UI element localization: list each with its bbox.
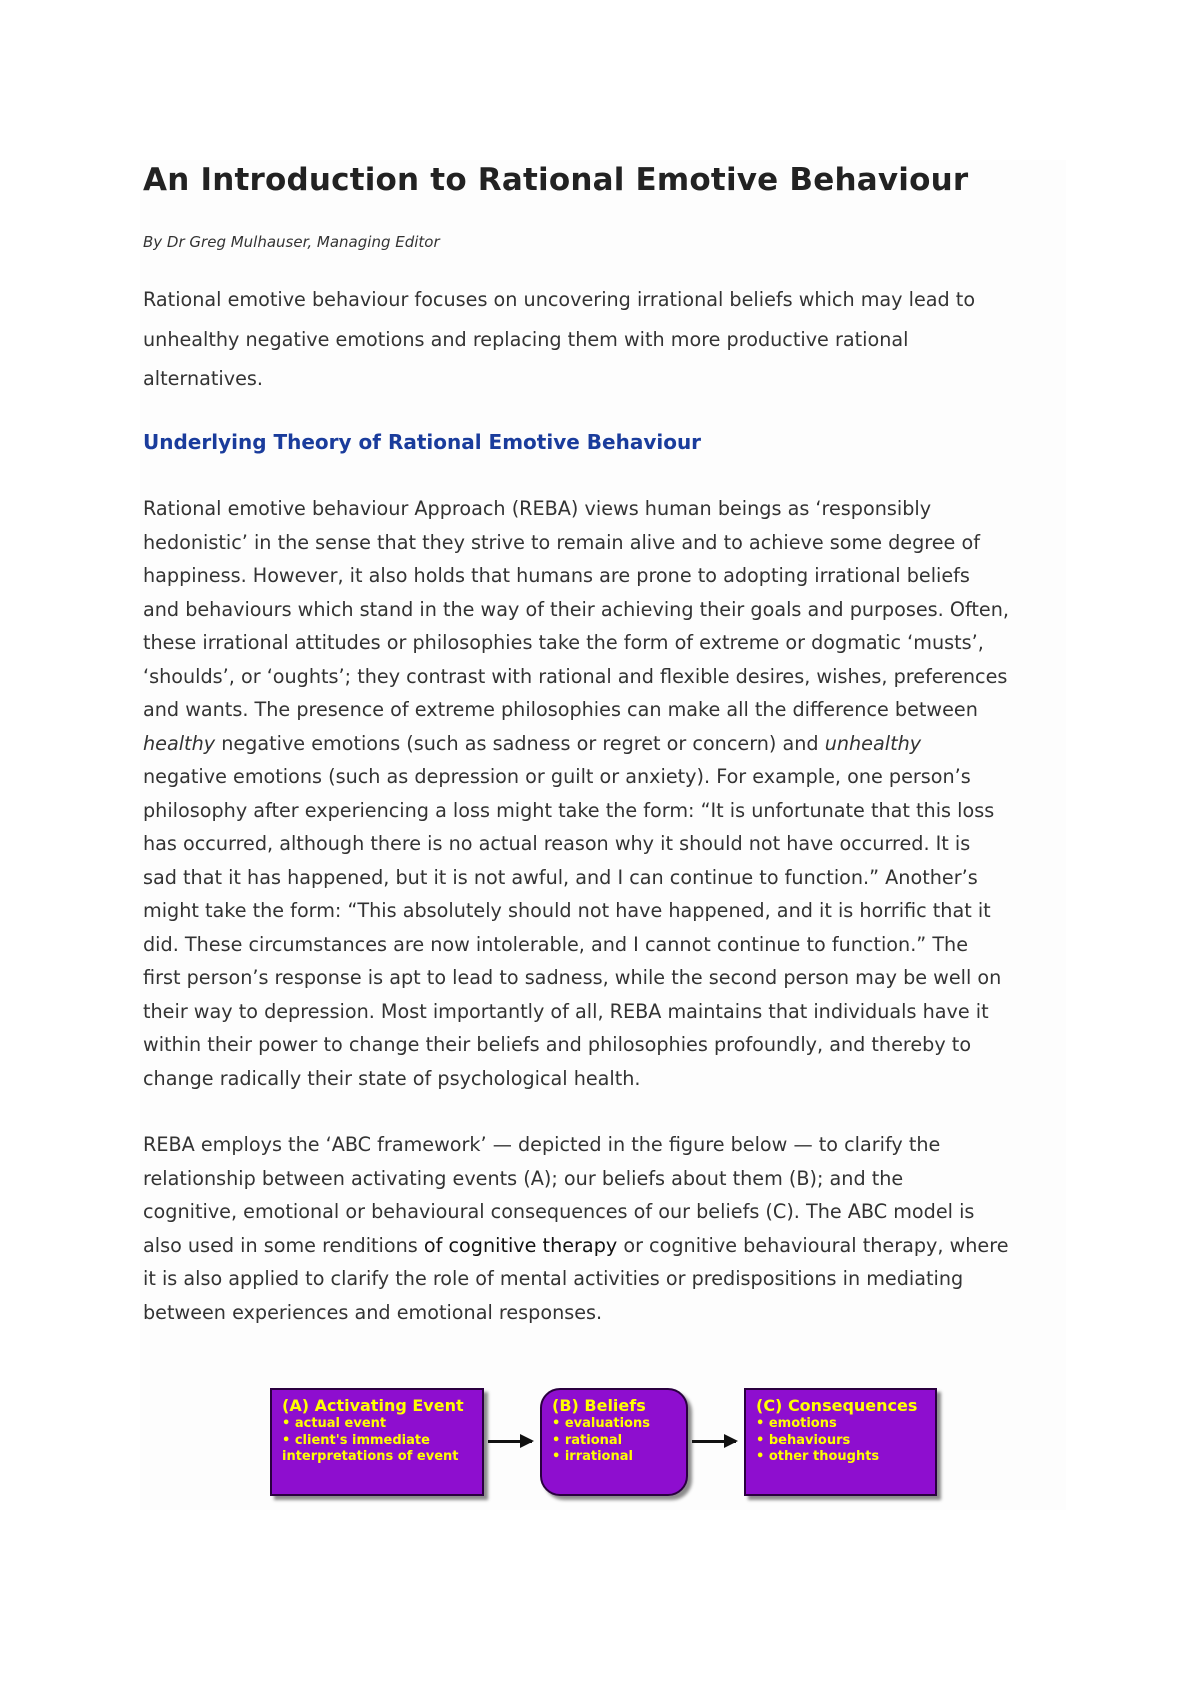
box-item: • evaluations bbox=[552, 1416, 650, 1431]
box-item: • rational bbox=[552, 1432, 623, 1448]
text-line: unhealthy negative emotions and replacing them with more productive rational bbox=[143, 327, 909, 351]
text-line: these irrational attitudes or philosophies take the form of extreme or dogmatic ‘musts’, bbox=[143, 631, 984, 654]
box-item: interpretations of event bbox=[282, 1449, 459, 1464]
text-line: ‘shoulds’, or ‘oughts’; they contrast with rational and flexible desires, wishes, preferences bbox=[143, 664, 1008, 688]
text-line: did. These circumstances are now intolerable, and I cannot continue to function.” The bbox=[143, 932, 969, 956]
emphasis-unhealthy: unhealthy bbox=[824, 731, 922, 755]
box-item: • actual event bbox=[282, 1416, 387, 1431]
text-line: happiness. However, it also holds that humans are prone to adopting irrational beliefs bbox=[143, 564, 970, 587]
intro-paragraph bbox=[143, 280, 975, 399]
arrow-right-icon bbox=[692, 1440, 736, 1443]
box-item: • irrational bbox=[552, 1449, 633, 1464]
text-line: negative emotions (such as depression or guilt or anxiety). For example, one person’s bbox=[143, 765, 971, 788]
text-line: within their power to change their beliefs and philosophies profoundly, and thereby to bbox=[143, 1033, 972, 1056]
page-title: An Introduction to Rational Emotive Behaviour bbox=[143, 162, 969, 198]
article-content bbox=[140, 160, 1066, 1510]
arrow-right-icon bbox=[488, 1440, 532, 1443]
abc-framework-diagram bbox=[140, 1370, 1066, 1510]
text-line: and behaviours which stand in the way of their achieving their goals and purposes. Often, bbox=[143, 597, 1009, 621]
section-heading: Underlying Theory of Rational Emotive Behaviour bbox=[143, 430, 702, 454]
box-item: • other thoughts bbox=[756, 1449, 880, 1464]
box-title: (A) Activating Event bbox=[282, 1396, 464, 1415]
text-line: might take the form: “This absolutely should not have happened, and it is horrific that it bbox=[143, 899, 991, 922]
text-fragment: or cognitive behavioural therapy, where bbox=[617, 1233, 1009, 1257]
box-item: • behaviours bbox=[756, 1432, 851, 1448]
text-line: cognitive, emotional or behavioural consequences of our beliefs (C). The ABC model is bbox=[143, 1200, 975, 1223]
text-line: philosophy after experiencing a loss might take the form: “It is unfortunate that this loss bbox=[143, 798, 995, 822]
beliefs-box bbox=[540, 1388, 688, 1496]
text-line: change radically their state of psychological health. bbox=[143, 1066, 641, 1090]
consequences-box bbox=[744, 1388, 937, 1496]
text-line-emphasis bbox=[143, 727, 1009, 761]
text-line: between experiences and emotional responses. bbox=[143, 1300, 603, 1324]
activating-event-box bbox=[270, 1388, 484, 1496]
box-title: (B) Beliefs bbox=[552, 1396, 646, 1415]
text-line: Rational emotive behaviour Approach (REBA) views human beings as ‘responsibly bbox=[143, 497, 932, 520]
byline: By Dr Greg Mulhauser, Managing Editor bbox=[143, 233, 440, 251]
text-line: Rational emotive behaviour focuses on uncovering irrational beliefs which may lead to bbox=[143, 288, 976, 311]
theory-paragraph bbox=[143, 492, 1009, 1095]
text-line: first person’s response is apt to lead to sadness, while the second person may be well on bbox=[143, 966, 1002, 989]
text-line: REBA employs the ‘ABC framework’ — depicted in the figure below — to clarify the bbox=[143, 1133, 941, 1156]
text-line: sad that it has happened, but it is not awful, and I can continue to function.” Another’s bbox=[143, 865, 978, 889]
text-fragment: also used in some renditions bbox=[143, 1233, 424, 1257]
text-line: relationship between activating events (A); our beliefs about them (B); and the bbox=[143, 1166, 904, 1190]
emphasis-healthy: healthy bbox=[143, 731, 216, 755]
text-line: hedonistic’ in the sense that they strive to remain alive and to achieve some degree of bbox=[143, 530, 980, 554]
text-line-with-link bbox=[143, 1229, 1009, 1263]
text-line: and wants. The presence of extreme philosophies can make all the difference between bbox=[143, 698, 978, 721]
box-title: (C) Consequences bbox=[756, 1396, 918, 1415]
text-line: their way to depression. Most importantly of all, REBA maintains that individuals have it bbox=[143, 999, 989, 1023]
cognitive-therapy-link[interactable]: of cognitive therapy bbox=[423, 1233, 618, 1257]
abc-paragraph bbox=[143, 1128, 1009, 1329]
box-item: • client's immediate bbox=[282, 1432, 430, 1448]
text-line: it is also applied to clarify the role of mental activities or predispositions in mediating bbox=[143, 1267, 964, 1290]
text-fragment: negative emotions (such as sadness or regret or concern) and bbox=[215, 731, 825, 755]
text-line: has occurred, although there is no actual reason why it should not have occurred. It is bbox=[143, 832, 971, 855]
text-line: alternatives. bbox=[143, 367, 263, 390]
box-item: • emotions bbox=[756, 1416, 837, 1431]
